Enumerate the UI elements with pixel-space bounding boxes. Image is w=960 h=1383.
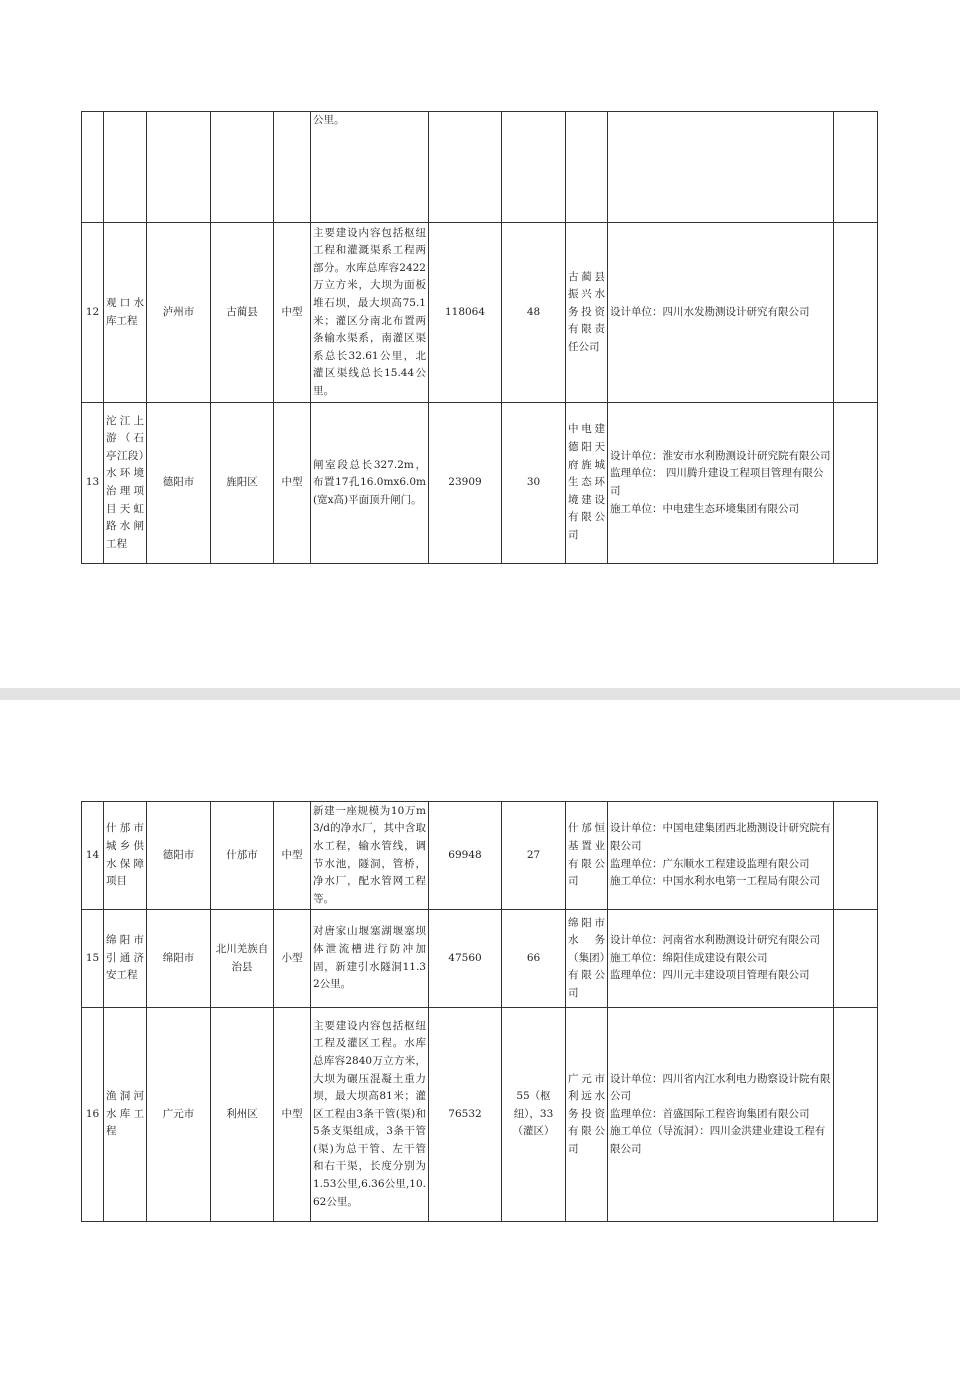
project-name: 观口水库工程 [104,223,147,403]
duration: 30 [502,403,566,564]
duration: 27 [502,802,566,910]
document-page-2 [0,700,960,1383]
county: 北川羌族自治县 [211,910,274,1008]
remarks-cell [834,403,878,564]
unit-line: 施工单位：绵阳佳成建设有限公司 [610,951,768,964]
table-row [82,223,878,403]
investment: 69948 [429,802,502,910]
investment: 76532 [429,1008,502,1222]
duration: 48 [502,223,566,403]
project-name: 渔洞河水库工程 [104,1008,147,1222]
investment [429,112,502,223]
owner-unit: 绵阳市水务（集团）有限公司 [566,910,608,1008]
table-row [82,1008,878,1222]
participating-units [608,112,834,223]
owner-unit: 古蔺县振兴水务投资有限责任公司 [566,223,608,403]
table-row [82,112,878,223]
county: 什邡市 [211,802,274,910]
project-name: 什邡市城乡供水保障项目 [104,802,147,910]
duration [502,112,566,223]
participating-units [608,802,834,910]
county: 旌阳区 [211,403,274,564]
remarks-cell [834,910,878,1008]
unit-line: 监理单位：广东顺水工程建设监理有限公司 [610,857,810,870]
duration: 55（枢纽），33（灌区） [502,1008,566,1222]
construction-content: 新建一座规模为10万m3/d的净水厂，其中含取水工程，输水管线，调节水池，隧洞，管桥，净水厂，配水管网工程等。 [311,802,429,910]
construction-content: 公里。 [311,112,429,223]
unit-line: 施工单位（导流洞）：四川金洪建业建设工程有限公司 [610,1125,826,1155]
city: 广元市 [147,1008,211,1222]
remarks-cell [834,1008,878,1222]
unit-line: 设计单位：河南省水利勘测设计研究有限公司 [610,934,820,947]
row-number [82,112,104,223]
project-name: 绵阳市引通济安工程 [104,910,147,1008]
county: 利州区 [211,1008,274,1222]
table-row [82,910,878,1008]
unit-line: 设计单位：淮安市水利勘测设计研究院有限公司 [610,449,831,462]
document-page-1 [0,0,960,688]
participating-units [608,223,834,403]
unit-line: 设计单位：四川水发勘测设计研究有限公司 [610,305,810,318]
unit-line: 监理单位：首盛国际工程咨询集团有限公司 [610,1107,810,1120]
row-number: 14 [82,802,104,910]
unit-line: 设计单位：中国电建集团西北勘测设计研究院有限公司 [610,822,831,852]
remarks-cell [834,112,878,223]
construction-content: 对唐家山堰塞湖堰塞坝体泄流槽进行防冲加固，新建引水隧洞11.32公里。 [311,910,429,1008]
construction-content: 主要建设内容包括枢纽工程和灌溉渠系工程两部分。水库总库容2422万立方米，大坝为面板堆石坝，最大坝高75.1米；灌区分南北布置两条输水渠系，南灌区渠系总长32.61公里，北灌区渠线总长15.44公里。 [311,223,429,403]
table-row [82,403,878,564]
remarks-cell [834,223,878,403]
row-number: 16 [82,1008,104,1222]
participating-units [608,1008,834,1222]
investment: 23909 [429,403,502,564]
scale: 中型 [274,802,311,910]
participating-units [608,910,834,1008]
unit-line: 监理单位： 四川腾升建设工程项目管理有限公司 [610,467,824,497]
city [147,112,211,223]
participating-units [608,403,834,564]
project-table-page-1 [81,111,878,564]
owner-unit: 什邡恒基置业有限公司 [566,802,608,910]
scale: 中型 [274,403,311,564]
owner-unit: 广元市利远水务投资有限公司 [566,1008,608,1222]
owner-unit: 中电建德阳天府旌城生态环境建设有限公司 [566,403,608,564]
investment: 118064 [429,223,502,403]
owner-unit [566,112,608,223]
unit-line: 设计单位：四川省内江水利电力勘察设计院有限公司 [610,1072,831,1103]
table-row [82,802,878,910]
county: 古蔺县 [211,223,274,403]
scale: 中型 [274,1008,311,1222]
city: 德阳市 [147,403,211,564]
row-number: 13 [82,403,104,564]
construction-content: 闸室段总长327.2m，布置17孔16.0mx6.0m(宽x高)平面顶升闸门。 [311,403,429,564]
scale [274,112,311,223]
remarks-cell [834,802,878,910]
row-number: 12 [82,223,104,403]
city: 泸州市 [147,223,211,403]
scale: 小型 [274,910,311,1008]
construction-content: 主要建设内容包括枢纽工程及灌区工程。水库总库容2840万立方米，大坝为碾压混凝土重力坝，最大坝高81米；灌区工程由3条干管(渠)和5条支渠组成，3条干管(渠)为总干管、左干管和右干渠，长度分别为1.53公里,6.36公里,10.62公里。 [311,1008,429,1222]
project-table-page-2 [81,801,878,1222]
unit-line: 施工单位：中电建生态环境集团有限公司 [610,502,799,515]
county [211,112,274,223]
unit-line: 施工单位：中国水利水电第一工程局有限公司 [610,875,820,888]
scale: 中型 [274,223,311,403]
city: 德阳市 [147,802,211,910]
project-name: 沱江上游（石亭江段）水环境治理项目天虹路水闸工程 [104,403,147,564]
city: 绵阳市 [147,910,211,1008]
project-name [104,112,147,223]
row-number: 15 [82,910,104,1008]
unit-line: 监理单位：四川元丰建设项目管理有限公司 [610,969,810,982]
investment: 47560 [429,910,502,1008]
duration: 66 [502,910,566,1008]
